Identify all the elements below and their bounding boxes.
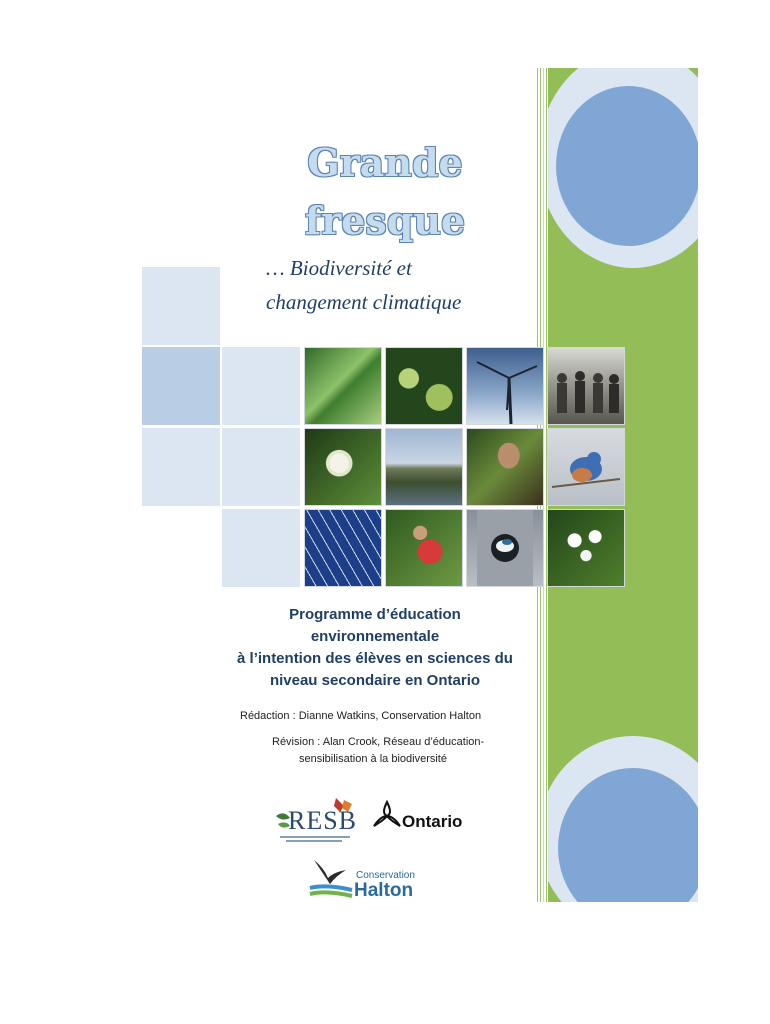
photo-group-of-people — [548, 348, 624, 424]
revision-line-1: Révision : Alan Crook, Réseau d’éducation- — [272, 736, 485, 748]
program-line-1: Programme d’éducation — [289, 606, 461, 623]
program-line-2: environnementale — [310, 628, 440, 645]
grid-square — [142, 347, 220, 425]
ontario-logo — [372, 800, 467, 836]
circle-large-inner — [556, 86, 698, 246]
photo-white-wildflowers — [548, 510, 624, 586]
program-line-3: à l’intention des élèves en sciences du — [237, 650, 513, 667]
halton-logo-top: Conservation — [356, 870, 415, 881]
redaction-credit: Rédaction : Dianne Watkins, Conservation Halton — [240, 710, 482, 722]
heron-icon — [306, 850, 356, 900]
photo-bluebird — [548, 429, 624, 505]
photo-fern-leaf — [305, 348, 381, 424]
people-silhouette-icon — [548, 348, 624, 424]
photo-solar-panels — [305, 510, 381, 586]
halton-logo-bottom: Halton — [354, 880, 414, 901]
program-description — [210, 604, 540, 692]
revision-line-2: sensibilisation à la biodiversité — [299, 753, 447, 765]
photo-white-flower — [305, 429, 381, 505]
photo-wind-turbine — [467, 348, 543, 424]
cover-title — [230, 134, 540, 250]
photo-birdhouse-bird — [467, 510, 543, 586]
photo-green-leaves — [386, 348, 462, 424]
birdhouse-icon — [467, 510, 543, 586]
photo-child-in-garden — [386, 510, 462, 586]
grid-square — [222, 347, 300, 425]
trillium-icon — [372, 800, 402, 832]
grid-square — [222, 509, 300, 587]
ontario-logo-text: Ontario — [402, 812, 463, 831]
grid-square — [222, 428, 300, 506]
photo-wetland-landscape — [386, 429, 462, 505]
program-line-4: niveau secondaire en Ontario — [269, 672, 481, 689]
cover-subtitle — [266, 251, 536, 319]
resb-logo-text: RESB — [288, 806, 358, 835]
title-line-2: fresque — [304, 198, 466, 243]
bluebird-icon — [548, 429, 624, 505]
title-line-1: Grande — [307, 140, 463, 185]
photo-person-planting — [467, 429, 543, 505]
resb-logo — [272, 796, 358, 844]
wind-turbine-icon — [467, 348, 543, 424]
grid-square — [142, 428, 220, 506]
conservation-halton-logo — [306, 850, 416, 902]
grid-square — [142, 267, 220, 345]
subtitle-line-1: … Biodiversité et — [266, 256, 412, 280]
revision-credit — [272, 734, 512, 768]
subtitle-line-2: changement climatique — [266, 290, 462, 314]
